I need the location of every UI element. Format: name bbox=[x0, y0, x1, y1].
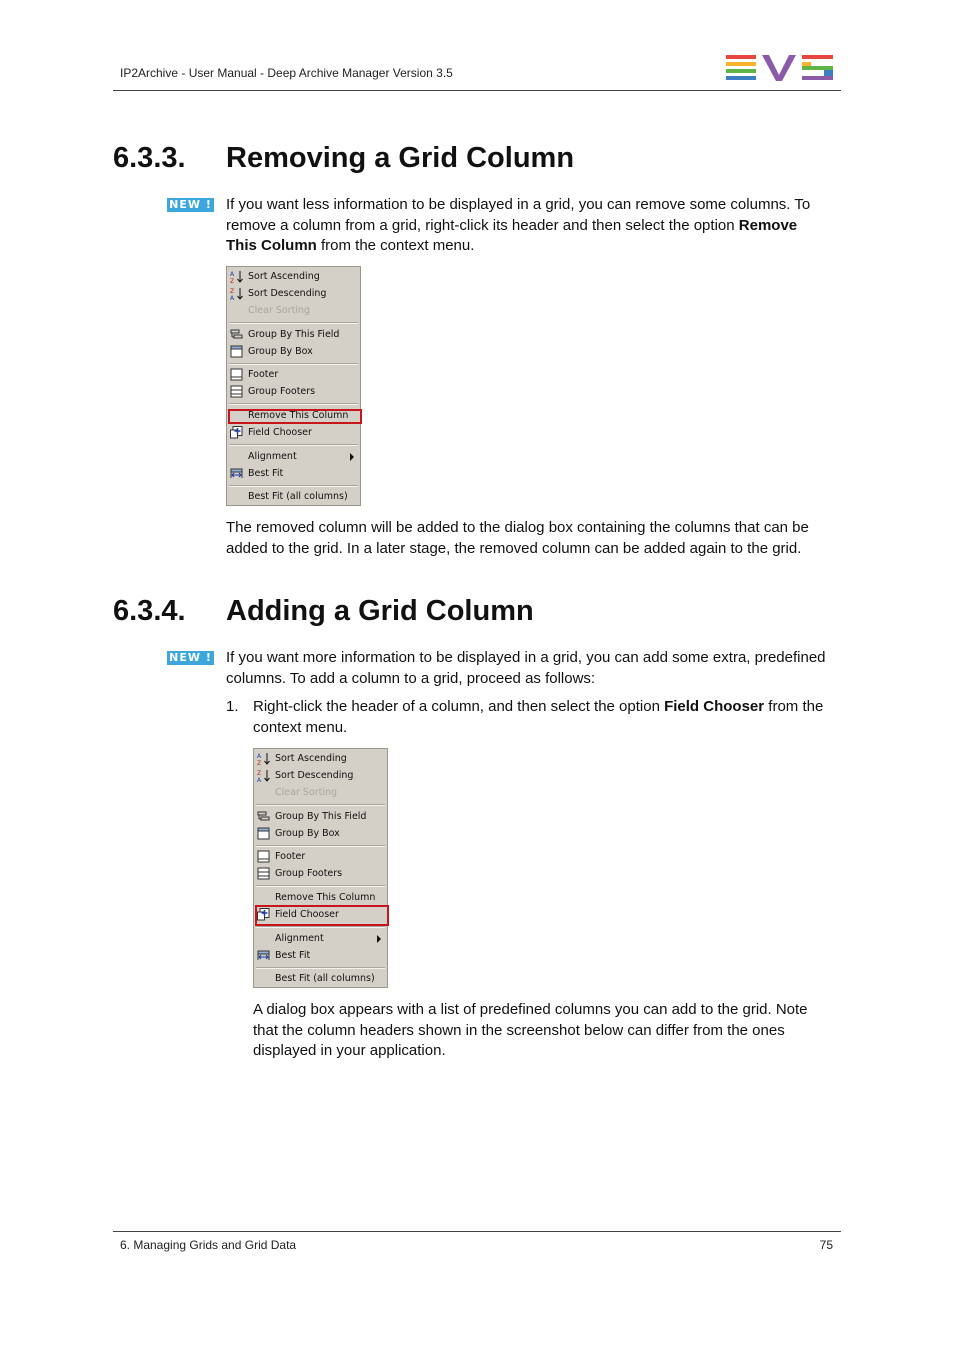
menu-item-sort-ascending[interactable]: A Z Sort Ascending bbox=[230, 271, 320, 283]
sort-descending-icon bbox=[230, 287, 243, 300]
menu-item-alignment[interactable]: Alignment bbox=[254, 931, 387, 947]
step-text: Right-click the header of a column, and then select the option Field Chooser from the context menu. bbox=[253, 698, 824, 736]
menu-item-clear-sorting: Clear Sorting bbox=[248, 305, 311, 316]
new-badge: NEW ! bbox=[167, 651, 214, 665]
best-fit-icon bbox=[257, 949, 270, 962]
sort-descending-icon bbox=[257, 769, 270, 782]
evs-logo bbox=[726, 55, 834, 81]
paragraph: If you want more information to be displayed in a grid, you can add some extra, predefined columns. To add a column to a grid, proceed as follows: bbox=[226, 649, 826, 687]
svg-text:Z: Z bbox=[257, 770, 262, 777]
menu-item-group-by-field[interactable]: Group By This Field bbox=[254, 809, 387, 825]
menu-item-group-by-field[interactable]: Group By This Field bbox=[227, 327, 360, 343]
sort-ascending-icon bbox=[230, 270, 243, 283]
running-header: IP2Archive - User Manual - Deep Archive Manager Version 3.5 bbox=[120, 66, 453, 80]
section-number: 6.3.3. bbox=[113, 142, 186, 174]
menu-item-best-fit-all[interactable]: Best Fit (all columns) bbox=[275, 973, 375, 984]
submenu-arrow-icon bbox=[377, 935, 381, 943]
new-badge: NEW ! bbox=[167, 198, 214, 212]
menu-item-remove-column[interactable]: Remove This Column bbox=[275, 892, 376, 903]
group-by-field-icon bbox=[257, 810, 270, 823]
submenu-arrow-icon bbox=[350, 453, 354, 461]
menu-item-best-fit[interactable]: Best Fit bbox=[254, 948, 387, 964]
menu-separator bbox=[229, 322, 358, 324]
footer-icon bbox=[257, 850, 270, 863]
footer-chapter: 6. Managing Grids and Grid Data bbox=[120, 1238, 297, 1252]
group-footers-icon bbox=[257, 867, 270, 880]
menu-item-field-chooser[interactable]: Field Chooser bbox=[227, 425, 360, 441]
footer-icon bbox=[230, 368, 243, 381]
paragraph: If you want less information to be displayed in a grid, you can remove some columns. To remove a column from a grid, right-click its header and then select the option Remove This Column from the context menu. bbox=[226, 196, 811, 254]
footer-divider bbox=[113, 1231, 841, 1232]
menu-item-best-fit-all[interactable]: Best Fit (all columns) bbox=[248, 491, 348, 502]
menu-separator bbox=[256, 885, 385, 887]
svg-text:A: A bbox=[230, 271, 235, 278]
menu-item-sort-descending[interactable]: Z A Sort Descending bbox=[230, 288, 327, 300]
context-menu-screenshot bbox=[253, 748, 388, 988]
menu-separator bbox=[256, 845, 385, 847]
menu-item-clear-sorting: Clear Sorting bbox=[275, 787, 338, 798]
group-by-field-icon bbox=[230, 328, 243, 341]
highlight-box bbox=[228, 409, 362, 424]
menu-item-sort-descending[interactable]: Z A Sort Descending bbox=[257, 770, 354, 782]
menu-item-field-chooser[interactable]: Field Chooser bbox=[254, 907, 387, 923]
svg-text:A: A bbox=[230, 295, 235, 300]
context-menu-screenshot bbox=[226, 266, 361, 506]
section-number: 6.3.4. bbox=[113, 595, 186, 627]
best-fit-icon bbox=[230, 467, 243, 480]
group-by-box-icon bbox=[257, 827, 270, 840]
menu-separator bbox=[256, 804, 385, 806]
menu-item-group-footers[interactable]: Group Footers bbox=[227, 384, 360, 400]
section-title: Removing a Grid Column bbox=[226, 142, 575, 174]
svg-text:Z: Z bbox=[257, 760, 262, 765]
header-divider bbox=[113, 90, 841, 91]
svg-text:Z: Z bbox=[230, 278, 235, 283]
menu-item-footer[interactable]: Footer bbox=[254, 849, 387, 865]
menu-separator bbox=[256, 926, 385, 928]
menu-separator bbox=[229, 444, 358, 446]
menu-separator bbox=[256, 967, 385, 969]
sort-ascending-icon bbox=[257, 752, 270, 765]
svg-text:A: A bbox=[257, 777, 262, 782]
menu-separator bbox=[229, 485, 358, 487]
menu-item-group-by-box[interactable]: Group By Box bbox=[227, 344, 360, 360]
paragraph: The removed column will be added to the dialog box containing the columns that can be added to the grid. In a later stage, the removed column can be added again to the grid. bbox=[226, 519, 809, 557]
menu-item-remove-column[interactable]: Remove This Column bbox=[248, 410, 349, 421]
page-number: 75 bbox=[819, 1238, 833, 1252]
menu-item-group-by-box[interactable]: Group By Box bbox=[254, 826, 387, 842]
section-title: Adding a Grid Column bbox=[226, 595, 534, 627]
step-number: 1. bbox=[226, 698, 239, 715]
svg-text:A: A bbox=[257, 753, 262, 760]
menu-separator bbox=[229, 403, 358, 405]
svg-text:Z: Z bbox=[230, 288, 235, 295]
menu-item-alignment[interactable]: Alignment bbox=[227, 449, 360, 465]
group-by-box-icon bbox=[230, 345, 243, 358]
menu-item-sort-ascending[interactable]: A Z Sort Ascending bbox=[257, 753, 347, 765]
menu-item-best-fit[interactable]: Best Fit bbox=[227, 466, 360, 482]
menu-item-group-footers[interactable]: Group Footers bbox=[254, 866, 387, 882]
menu-item-footer[interactable]: Footer bbox=[227, 367, 360, 383]
group-footers-icon bbox=[230, 385, 243, 398]
field-chooser-icon bbox=[230, 426, 243, 439]
menu-separator bbox=[229, 363, 358, 365]
paragraph: A dialog box appears with a list of predefined columns you can add to the grid. Note that the column headers shown in the screenshot below can differ from the ones displayed in your application. bbox=[253, 1001, 808, 1059]
highlight-box bbox=[255, 905, 389, 926]
